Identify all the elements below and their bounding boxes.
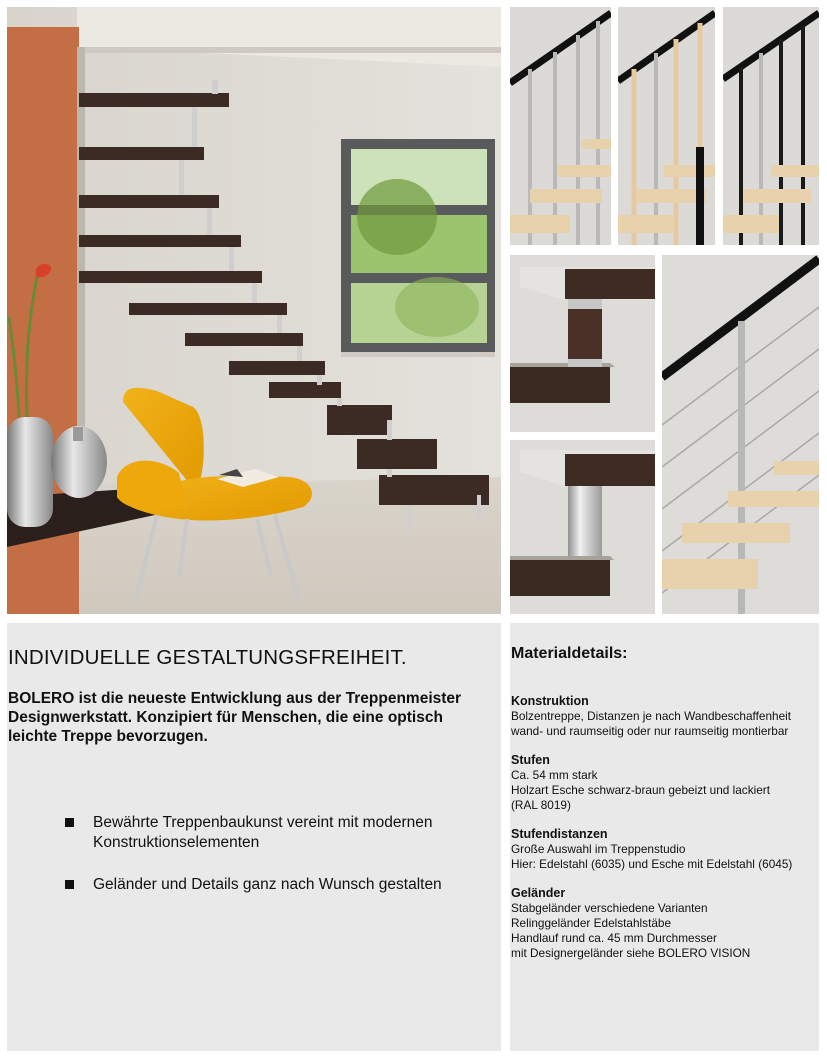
material-section-stufen — [511, 753, 819, 813]
material-section-konstruktion — [511, 694, 819, 739]
material-section-gelaender — [511, 886, 819, 961]
feature-text: Bewährte Treppenbaukunst vereint mit modernen Konstruktionselementen — [93, 814, 433, 851]
main-staircase-photo — [7, 7, 501, 614]
section-line: Handlauf rund ca. 45 mm Durchmesser — [511, 931, 717, 945]
section-heading: Geländer — [511, 886, 566, 900]
railing-steel-bars-photo — [510, 7, 611, 245]
intro-text: BOLERO ist die neueste Entwicklung aus der Treppenmeister Designwerkstatt. Konzipiert für Menschen, die eine optisch leichte Treppe bevorzugen. — [8, 690, 462, 745]
bullet-square-icon — [65, 880, 74, 889]
railing-black-bars-photo — [723, 7, 819, 245]
intro-panel — [7, 623, 501, 1051]
material-details-title: Materialdetails: — [511, 645, 628, 662]
feature-list — [65, 813, 495, 917]
bullet-square-icon — [65, 818, 74, 827]
section-line: (RAL 8019) — [511, 798, 571, 812]
railing-cable-photo — [662, 255, 819, 614]
feature-text: Geländer und Details ganz nach Wunsch gestalten — [93, 876, 442, 893]
section-line: Bolzentreppe, Distanzen je nach Wandbeschaffenheit — [511, 709, 792, 723]
feature-item — [65, 875, 495, 895]
section-heading: Stufendistanzen — [511, 827, 608, 841]
section-line: Relinggeländer Edelstahlstäbe — [511, 916, 672, 930]
material-details-panel — [510, 623, 819, 1051]
feature-item — [65, 813, 495, 853]
section-heading: Stufen — [511, 753, 550, 767]
section-line: wand- und raumseitig oder nur raumseitig montierbar — [511, 724, 789, 738]
railing-wood-bars-photo — [618, 7, 715, 245]
section-line: Ca. 54 mm stark — [511, 768, 598, 782]
section-heading: Konstruktion — [511, 694, 589, 708]
section-line: mit Designergeländer siehe BOLERO VISION — [511, 946, 751, 960]
spacer-stainless-steel-photo — [510, 440, 655, 614]
headline: INDIVIDUELLE GESTALTUNGSFREIHEIT. — [8, 646, 407, 669]
section-line: Holzart Esche schwarz-braun gebeizt und lackiert — [511, 783, 770, 797]
material-section-stufendistanzen — [511, 827, 819, 872]
section-line: Hier: Edelstahl (6035) und Esche mit Edelstahl (6045) — [511, 857, 793, 871]
section-line: Große Auswahl im Treppenstudio — [511, 842, 686, 856]
spacer-wood-steel-photo — [510, 255, 655, 432]
section-line: Stabgeländer verschiedene Varianten — [511, 901, 708, 915]
